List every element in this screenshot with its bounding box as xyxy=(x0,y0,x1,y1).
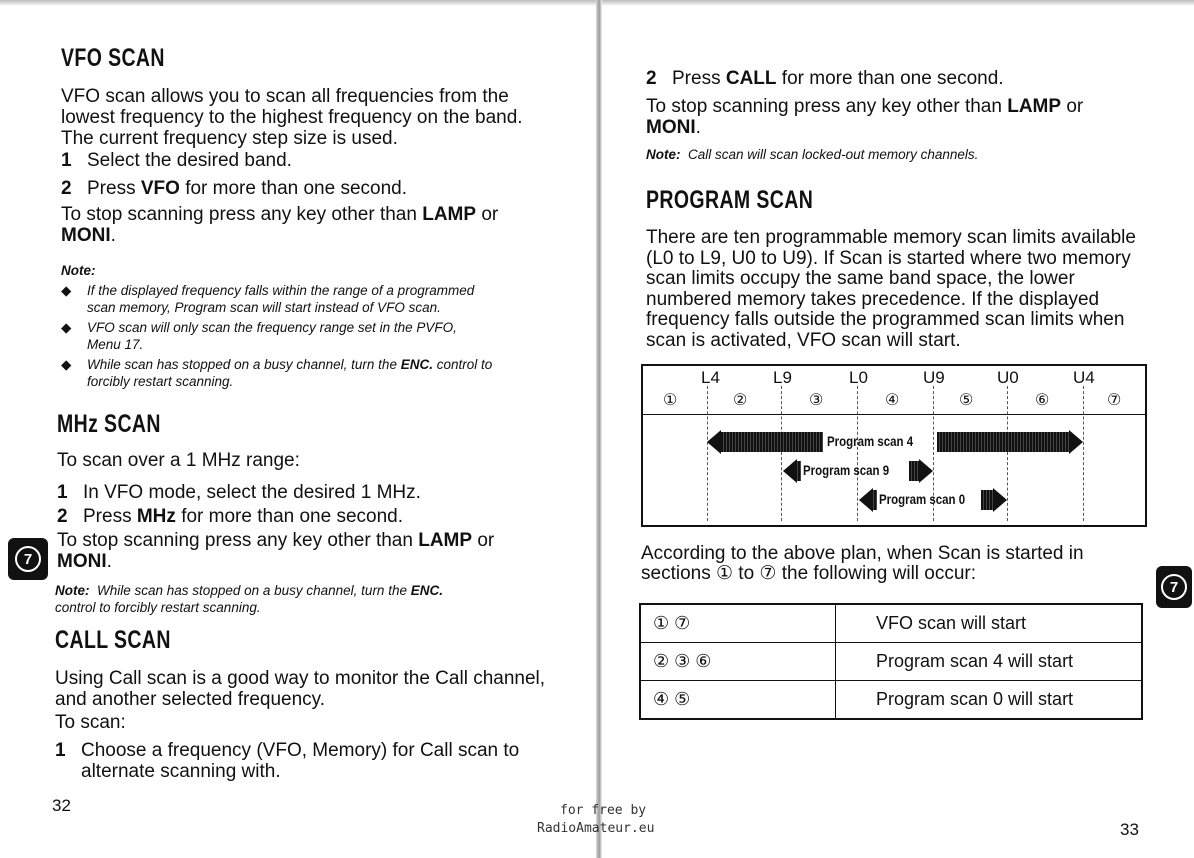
step-text: Choose a frequency (VFO, Memory) for Call scan to xyxy=(81,740,520,761)
note-text: VFO scan will only scan the frequency range set in the PVFO, xyxy=(87,320,457,335)
vfo-stop-text: To stop scanning press any key other than LAMP or MONI. xyxy=(61,204,499,246)
section-1: ① xyxy=(663,392,678,409)
mhz-intro: To scan over a 1 MHz range: xyxy=(57,450,300,471)
step-text: Press xyxy=(87,178,141,199)
mhz-step-2 xyxy=(57,506,403,527)
step-text: alternate scanning with. xyxy=(81,761,281,782)
call-intro-line: Using Call scan is a good way to monitor the Call channel, xyxy=(55,668,546,689)
table-row xyxy=(640,604,1142,643)
limit-label-l4: L4 xyxy=(701,368,720,387)
note-label: Note: xyxy=(55,583,90,598)
step-text: Press xyxy=(83,506,137,527)
step-text: Press xyxy=(672,68,726,89)
key-label: LAMP xyxy=(418,530,473,551)
limit-label-l0: L0 xyxy=(849,368,868,387)
diagram-divider xyxy=(643,414,1145,415)
stop-text: or xyxy=(472,530,495,551)
program-intro-line: (L0 to L9, U0 to U9). If Scan is started where two memory xyxy=(646,247,1131,269)
sections-cell: ② ③ ⑥ xyxy=(640,643,836,681)
result-cell: VFO scan will start xyxy=(836,604,1143,643)
scan-range-bar xyxy=(795,461,801,481)
note-text: If the displayed frequency falls within the range of a programmed xyxy=(87,283,475,298)
right-page xyxy=(598,0,1194,858)
limit-label-u0: U0 xyxy=(997,368,1019,387)
program-scan-9-label: Program scan 9 xyxy=(803,462,890,478)
step-text: for more than one second. xyxy=(175,506,404,527)
call-note xyxy=(646,146,978,163)
stop-text: To stop scanning press any key other than xyxy=(646,96,1008,117)
limit-line-u4 xyxy=(1083,386,1084,521)
arrow-right-icon xyxy=(919,459,933,483)
call-scan-heading: CALL SCAN xyxy=(55,626,171,654)
limit-line-l9 xyxy=(781,386,782,521)
arrow-right-icon xyxy=(1069,430,1083,454)
step-text: for more than one second. xyxy=(179,178,408,199)
limit-label-u9: U9 xyxy=(923,368,945,387)
key-label: ENC. xyxy=(410,583,443,598)
stop-text: To stop scanning press any key other than xyxy=(61,204,423,225)
note-text: While scan has stopped on a busy channel, turn the xyxy=(87,357,401,372)
step-text: for more than one second. xyxy=(776,68,1004,89)
step-number: 2 xyxy=(57,506,68,527)
page-number-right: 33 xyxy=(1120,820,1139,839)
vfo-step-2 xyxy=(61,178,407,199)
chapter-number: 7 xyxy=(15,546,41,572)
mhz-step-1 xyxy=(57,482,421,503)
vfo-intro-line: VFO scan allows you to scan all frequencies from the xyxy=(61,86,509,107)
mhz-scan-heading: MHz SCAN xyxy=(57,410,161,438)
chapter-tab-right xyxy=(1156,566,1192,608)
arrow-right-icon xyxy=(993,488,1007,512)
scan-result-table xyxy=(639,603,1143,720)
result-cell: Program scan 0 will start xyxy=(836,681,1143,720)
vfo-step-1 xyxy=(61,150,292,171)
key-label: ENC. xyxy=(400,357,433,372)
according-line: sections ① to ⑦ the following will occur: xyxy=(641,563,977,584)
stop-text: or xyxy=(476,204,499,225)
step-text: Select the desired band. xyxy=(87,150,292,171)
section-3: ③ xyxy=(809,392,824,409)
diamond-bullet-icon: ◆ xyxy=(61,357,72,372)
result-cell: Program scan 4 will start xyxy=(836,643,1143,681)
scan-range-bar xyxy=(871,490,877,510)
to-scan-text: To scan: xyxy=(55,712,126,733)
page-number-left: 32 xyxy=(52,796,71,815)
step-number: 1 xyxy=(61,150,72,171)
key-label: MONI xyxy=(646,117,696,138)
limit-line-l0 xyxy=(857,386,858,521)
call-step-2 xyxy=(646,68,1004,89)
sections-cell: ① ⑦ xyxy=(640,604,836,643)
step-text: In VFO mode, select the desired 1 MHz. xyxy=(83,482,421,503)
stop-text: or xyxy=(1061,96,1084,117)
program-scan-heading: PROGRAM SCAN xyxy=(646,186,814,214)
vfo-intro-line: lowest frequency to the highest frequency on the band. xyxy=(61,107,523,128)
according-text xyxy=(641,544,1084,584)
watermark-line-2: RadioAmateur.eu xyxy=(537,821,655,836)
scan-range-bar xyxy=(909,461,919,481)
section-6: ⑥ xyxy=(1035,392,1050,409)
program-intro-line: scan is activated, VFO scan will start. xyxy=(646,329,961,351)
note-text: control to forcibly restart scanning. xyxy=(55,600,261,615)
call-step-1 xyxy=(55,740,519,782)
call-intro xyxy=(55,668,545,710)
scan-range-bar xyxy=(981,490,993,510)
chapter-tab-left xyxy=(8,538,48,580)
section-2: ② xyxy=(733,392,748,409)
mhz-note xyxy=(55,582,443,616)
table-row xyxy=(640,681,1142,720)
section-4: ④ xyxy=(885,392,900,409)
call-intro-line: and another selected frequency. xyxy=(55,689,326,710)
program-intro-line: scan limits occupy the same band space, the lower xyxy=(646,268,1075,289)
program-intro xyxy=(646,228,1136,351)
vfo-scan-heading: VFO SCAN xyxy=(61,44,165,72)
arrow-left-icon xyxy=(707,430,721,454)
step-number: 2 xyxy=(61,178,72,199)
program-intro-line: numbered memory takes precedence. If the displayed xyxy=(646,288,1100,310)
key-label: CALL xyxy=(725,68,777,89)
call-stop-text: To stop scanning press any key other than LAMP or MONI. xyxy=(646,96,1084,138)
diamond-bullet-icon: ◆ xyxy=(61,320,72,335)
key-label: MONI xyxy=(61,225,111,246)
watermark-line-1: for free by xyxy=(560,803,647,818)
note-text: While scan has stopped on a busy channel, turn the xyxy=(97,583,411,598)
diamond-bullet-icon: ◆ xyxy=(61,283,72,298)
scan-limits-diagram xyxy=(641,364,1147,527)
note-text: Call scan will scan locked-out memory channels. xyxy=(688,147,979,162)
vfo-note xyxy=(61,262,492,390)
key-label: MHz xyxy=(136,506,176,527)
mhz-stop-text: To stop scanning press any key other than LAMP or MONI. xyxy=(57,530,495,572)
step-number: 1 xyxy=(57,482,68,503)
limit-label-l9: L9 xyxy=(773,368,792,387)
note-text: control to xyxy=(432,357,493,372)
note-text: Menu 17. xyxy=(87,337,144,352)
note-label: Note: xyxy=(61,263,96,278)
program-scan-0-label: Program scan 0 xyxy=(879,491,966,507)
program-intro-line: There are ten programmable memory scan limits available xyxy=(646,227,1136,248)
note-text: forcibly restart scanning. xyxy=(87,374,234,389)
limit-label-u4: U4 xyxy=(1073,368,1095,387)
sections-cell: ④ ⑤ xyxy=(640,681,836,720)
section-5: ⑤ xyxy=(959,392,974,409)
key-label: VFO xyxy=(140,178,180,199)
table-row xyxy=(640,643,1142,681)
stop-text: To stop scanning press any key other than xyxy=(57,530,419,551)
key-label: MONI xyxy=(57,551,107,572)
program-scan-4-label: Program scan 4 xyxy=(827,433,914,449)
note-text: scan memory, Program scan will start instead of VFO scan. xyxy=(87,300,441,315)
chapter-number: 7 xyxy=(1161,574,1187,600)
section-7: ⑦ xyxy=(1107,392,1122,409)
scan-range-bar xyxy=(937,432,1069,452)
vfo-intro-line: The current frequency step size is used. xyxy=(61,128,398,149)
step-number: 2 xyxy=(646,68,657,89)
limit-line-u0 xyxy=(1007,386,1008,521)
scan-range-bar xyxy=(721,432,823,452)
vfo-scan-intro xyxy=(61,86,523,149)
key-label: LAMP xyxy=(422,204,477,225)
program-intro-line: frequency falls outside the programmed scan limits when xyxy=(646,309,1125,330)
key-label: LAMP xyxy=(1007,96,1062,117)
note-label: Note: xyxy=(646,147,681,162)
step-number: 1 xyxy=(55,740,66,761)
according-line: According to the above plan, when Scan is started in xyxy=(641,543,1084,564)
